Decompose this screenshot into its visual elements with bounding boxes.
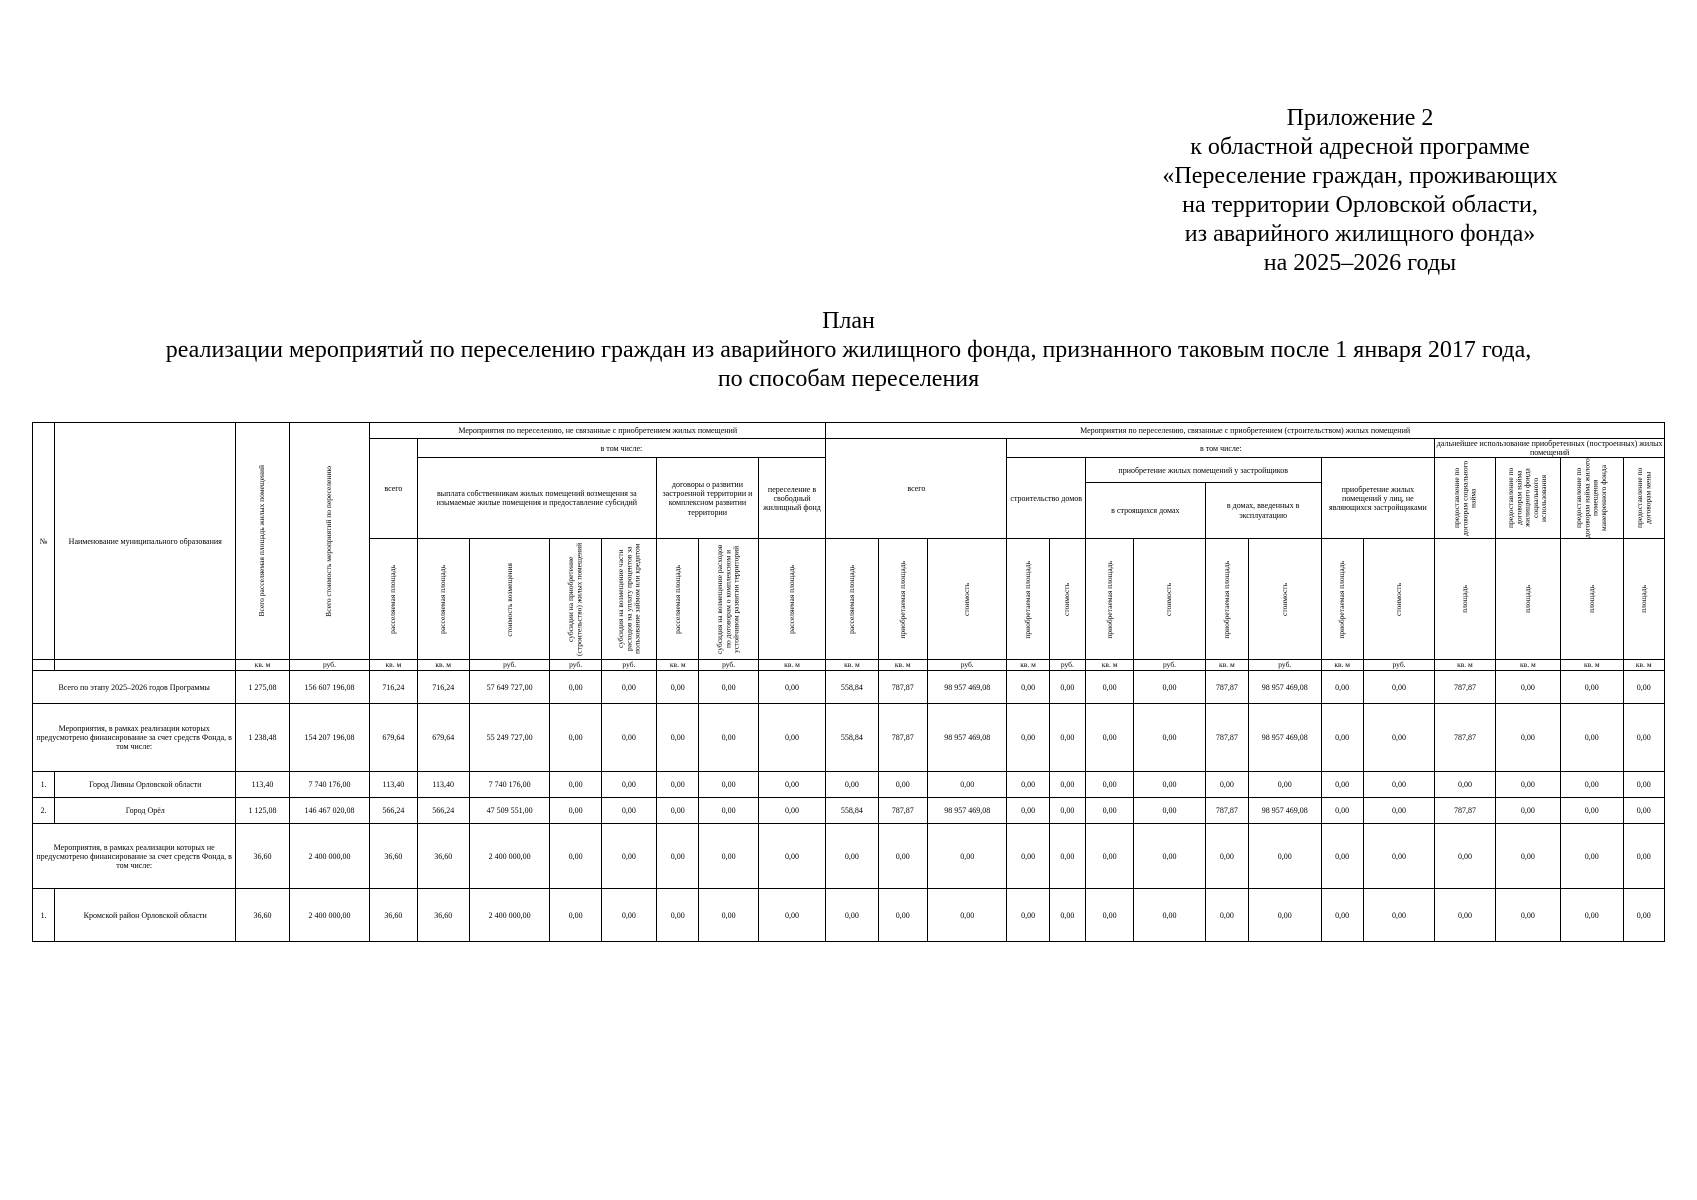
header-text: стоимость: [962, 582, 972, 616]
row-value: 0,00: [927, 889, 1007, 942]
row-value: 0,00: [1321, 671, 1363, 704]
units-cell: кв. м: [417, 660, 469, 671]
row-value: 558,84: [826, 671, 878, 704]
units-cell: руб.: [927, 660, 1007, 671]
row-index: 1.: [33, 889, 55, 942]
row-value: 0,00: [878, 889, 927, 942]
row-value: 0,00: [1495, 889, 1560, 942]
header-text: расселяемая площадь: [672, 564, 682, 634]
row-value: 0,00: [601, 704, 656, 772]
row-value: 787,87: [878, 798, 927, 824]
row-value: 0,00: [1085, 889, 1133, 942]
units-cell: кв. м: [826, 660, 878, 671]
header-total-cost: [289, 423, 370, 660]
table-row: [33, 772, 1665, 798]
header-constr-cost: [1049, 539, 1085, 660]
row-value: 0,00: [550, 889, 601, 942]
row-value: 0,00: [1363, 824, 1434, 889]
row-value: 0,00: [1085, 824, 1133, 889]
units-cell: кв. м: [1007, 660, 1049, 671]
units-cell: кв. м: [1085, 660, 1133, 671]
units-cell: кв. м: [878, 660, 927, 671]
row-value: 558,84: [826, 798, 878, 824]
header-incl-b: в том числе:: [1007, 439, 1435, 458]
header-name: Наименование муниципального образования: [55, 423, 236, 660]
row-value: 0,00: [1623, 798, 1665, 824]
appendix-block: [1100, 104, 1620, 278]
row-value: 98 957 469,08: [1249, 798, 1321, 824]
row-value: 0,00: [1007, 798, 1049, 824]
row-value: 0,00: [1049, 889, 1085, 942]
row-value: 0,00: [1435, 889, 1495, 942]
row-value: 0,00: [657, 671, 699, 704]
row-value: 0,00: [1134, 889, 1205, 942]
row-value: 0,00: [1435, 772, 1495, 798]
row-value: 0,00: [657, 772, 699, 798]
header-fu-exchange-area: [1623, 539, 1665, 660]
row-value: 716,24: [370, 671, 417, 704]
units-cell: кв. м: [370, 660, 417, 671]
row-value: 98 957 469,08: [1249, 704, 1321, 772]
appendix-line: на территории Орловской области,: [1182, 192, 1538, 218]
header-constr-acquired-area: [1007, 539, 1049, 660]
header-text: стоимость: [1062, 582, 1072, 616]
header-a-resettled-area: [370, 539, 417, 660]
row-value: 0,00: [699, 704, 758, 772]
row-value: 0,00: [758, 671, 825, 704]
header-fu-fund-text: предоставление по договорам найма жилищного фонда социального использования: [1506, 468, 1549, 529]
row-value: 0,00: [1134, 671, 1205, 704]
header-vsego-a: всего: [370, 439, 417, 539]
row-value: 1 125,08: [236, 798, 289, 824]
row-value: 113,40: [370, 772, 417, 798]
header-text: площадь: [1522, 585, 1532, 614]
row-value: 0,00: [1085, 671, 1133, 704]
header-in-operation: в домах, введенных в эксплуатацию: [1205, 482, 1321, 539]
header-fu-maneuver: [1561, 458, 1623, 539]
row-value: 0,00: [1623, 772, 1665, 798]
header-total-area: [236, 423, 289, 660]
row-value: 0,00: [1623, 671, 1665, 704]
row-value: 0,00: [1561, 824, 1623, 889]
header-text: приобретаемая площадь: [1221, 560, 1231, 639]
units-cell: руб.: [469, 660, 550, 671]
row-value: 36,60: [417, 889, 469, 942]
header-dev-resettled-area: [657, 539, 699, 660]
table-row: [33, 671, 1665, 704]
row-value: 566,24: [370, 798, 417, 824]
header-fu-social-text: предоставление по договорам социального найма: [1451, 460, 1478, 536]
header-vsego-b: всего: [826, 439, 1007, 539]
header-pay-subsidy-purchase: [550, 539, 601, 660]
units-cell: кв. м: [657, 660, 699, 671]
row-value: 0,00: [1623, 889, 1665, 942]
table-row: [33, 889, 1665, 942]
row-index: 2.: [33, 798, 55, 824]
row-value: 0,00: [1495, 772, 1560, 798]
row-value: 0,00: [1249, 889, 1321, 942]
plan-title: План: [822, 308, 875, 334]
row-value: 0,00: [1321, 889, 1363, 942]
plan-heading: [30, 307, 1667, 394]
row-value: 679,64: [417, 704, 469, 772]
row-value: 716,24: [417, 671, 469, 704]
header-dev-contracts: договоры о развитии застроенной территории и комплексном развитии территории: [657, 458, 759, 539]
row-value: 0,00: [1049, 704, 1085, 772]
header-text: площадь: [1638, 585, 1648, 614]
header-pay-compensation-cost: [469, 539, 550, 660]
header-text: субсидия на возмещение расходов по договорам о комплексном и устойчивом развитии территорий: [715, 544, 741, 655]
units-row: [33, 660, 1665, 671]
row-value: 113,40: [417, 772, 469, 798]
header-fu-social: [1435, 458, 1495, 539]
row-value: 0,00: [1321, 798, 1363, 824]
row-value: 1 238,48: [236, 704, 289, 772]
header-dev-reimburse: [699, 539, 758, 660]
row-value: 0,00: [1007, 772, 1049, 798]
row-value: 0,00: [1623, 824, 1665, 889]
row-value: 0,00: [1561, 889, 1623, 942]
row-value: 0,00: [699, 889, 758, 942]
row-value: 0,00: [1363, 772, 1434, 798]
header-inop-acquired-area: [1205, 539, 1248, 660]
row-value: 0,00: [601, 798, 656, 824]
header-free-fund: переселение в свободный жилищный фонд: [758, 458, 825, 539]
table-row: [33, 704, 1665, 772]
row-value: 0,00: [550, 704, 601, 772]
header-text: приобретаемая площадь: [897, 560, 907, 639]
row-value: 0,00: [1561, 798, 1623, 824]
row-value: 0,00: [1363, 889, 1434, 942]
header-text: приобретаемая площадь: [1337, 560, 1347, 639]
row-value: 0,00: [1321, 704, 1363, 772]
row-value: 0,00: [699, 824, 758, 889]
header-construction: строительство домов: [1007, 458, 1086, 539]
header-text: приобретаемая площадь: [1104, 560, 1114, 639]
row-index: 1.: [33, 772, 55, 798]
row-value: 566,24: [417, 798, 469, 824]
units-cell-blank: [33, 660, 55, 671]
row-value: 98 957 469,08: [927, 798, 1007, 824]
row-value: 0,00: [1363, 704, 1434, 772]
row-value: 0,00: [758, 798, 825, 824]
row-value: 0,00: [699, 798, 758, 824]
row-value: 2 400 000,00: [289, 824, 370, 889]
header-text: приобретаемая площадь: [1022, 560, 1032, 639]
row-value: 0,00: [699, 671, 758, 704]
appendix-line: «Переселение граждан, проживающих: [1162, 163, 1558, 189]
row-value: 558,84: [826, 704, 878, 772]
row-value: 0,00: [601, 772, 656, 798]
header-purchase-dev: приобретение жилых помещений у застройщиков: [1085, 458, 1321, 482]
units-cell: кв. м: [1435, 660, 1495, 671]
row-value: 0,00: [758, 824, 825, 889]
header-pay-resettled-area: [417, 539, 469, 660]
units-cell: руб.: [550, 660, 601, 671]
row-value: 57 649 727,00: [469, 671, 550, 704]
header-purchase-nondev: приобретение жилых помещений у лиц, не являющихся застройщиками: [1321, 458, 1435, 539]
row-value: 0,00: [758, 704, 825, 772]
row-value: 0,00: [927, 824, 1007, 889]
row-value: 0,00: [1363, 671, 1434, 704]
row-value: 0,00: [1561, 772, 1623, 798]
row-value: 787,87: [1205, 798, 1248, 824]
row-value: 0,00: [657, 889, 699, 942]
plan-subtitle-line-1: реализации мероприятий по переселению граждан из аварийного жилищного фонда, признанного таковым после 1 января 2017 года,: [165, 337, 1532, 363]
units-cell: руб.: [1363, 660, 1434, 671]
header-free-resettled-area: [758, 539, 825, 660]
row-value: 98 957 469,08: [1249, 671, 1321, 704]
header-text: субсидия на возмещение части расходов на уплату процентов за пользование займом или кредитом: [615, 544, 642, 655]
appendix-line: к областной адресной программе: [1190, 134, 1530, 160]
units-cell: кв. м: [1623, 660, 1665, 671]
header-b-resettled-area: [826, 539, 878, 660]
units-cell-blank: [55, 660, 236, 671]
header-fu-fund-area: [1495, 539, 1560, 660]
header-text: субсидии на приобретение (строительство) жилых помещений: [566, 542, 584, 656]
row-name: Мероприятия, в рамках реализации которых предусмотрено финансирование за счет средств Фонда, в том числе:: [33, 704, 236, 772]
header-group-purchase: Мероприятия по переселению, связанные с приобретением (строительством) жилых помещений: [826, 423, 1665, 439]
row-value: 787,87: [1435, 798, 1495, 824]
row-value: 2 400 000,00: [469, 889, 550, 942]
units-cell: руб.: [289, 660, 370, 671]
row-value: 787,87: [1435, 704, 1495, 772]
row-value: 679,64: [370, 704, 417, 772]
row-value: 0,00: [1435, 824, 1495, 889]
row-value: 0,00: [1495, 704, 1560, 772]
header-payment: выплата собственникам жилых помещений возмещения за изымаемые жилые помещения и предоставление субсидий: [417, 458, 657, 539]
header-incl-a: в том числе:: [417, 439, 826, 458]
row-value: 36,60: [370, 824, 417, 889]
row-name: Всего по этапу 2025–2026 годов Программы: [33, 671, 236, 704]
header-group-not-purchase: Мероприятия по переселению, не связанные с приобретением жилых помещений: [370, 423, 826, 439]
row-name: Город Ливны Орловской области: [55, 772, 236, 798]
row-value: 0,00: [657, 824, 699, 889]
row-name: Кромской район Орловской области: [55, 889, 236, 942]
header-text: расселяемая площадь: [388, 564, 398, 634]
row-value: 0,00: [1249, 824, 1321, 889]
resettlement-plan-table: [32, 422, 1665, 942]
row-value: 0,00: [1561, 704, 1623, 772]
row-value: 98 957 469,08: [927, 704, 1007, 772]
row-value: 787,87: [878, 704, 927, 772]
row-value: 0,00: [1049, 798, 1085, 824]
header-fu-maneuver-area: [1561, 539, 1623, 660]
row-value: 7 740 176,00: [469, 772, 550, 798]
row-value: 0,00: [1134, 824, 1205, 889]
header-fu-maneuver-text: предоставление по договорам найма жилого помещения маневренного фонда: [1574, 458, 1609, 539]
row-value: 0,00: [826, 772, 878, 798]
row-value: 7 740 176,00: [289, 772, 370, 798]
table-row: [33, 798, 1665, 824]
row-value: 36,60: [417, 824, 469, 889]
row-value: 0,00: [758, 889, 825, 942]
header-further-use: дальнейшее использование приобретенных (построенных) жилых помещений: [1435, 439, 1665, 458]
row-value: 787,87: [1205, 704, 1248, 772]
row-value: 146 467 020,08: [289, 798, 370, 824]
units-cell: кв. м: [1495, 660, 1560, 671]
row-value: 0,00: [927, 772, 1007, 798]
appendix-line: из аварийного жилищного фонда»: [1184, 221, 1536, 247]
row-value: 0,00: [550, 772, 601, 798]
header-b-cost: [927, 539, 1007, 660]
units-cell: кв. м: [1321, 660, 1363, 671]
header-fu-social-area: [1435, 539, 1495, 660]
row-value: 0,00: [601, 889, 656, 942]
units-cell: кв. м: [758, 660, 825, 671]
units-cell: руб.: [699, 660, 758, 671]
header-no: №: [33, 423, 55, 660]
row-value: 787,87: [878, 671, 927, 704]
header-fu-exchange-text: предоставление по договорам мены: [1634, 468, 1652, 529]
row-value: 0,00: [1049, 671, 1085, 704]
row-value: 0,00: [699, 772, 758, 798]
row-value: 36,60: [370, 889, 417, 942]
row-value: 0,00: [1495, 798, 1560, 824]
header-inconstr-acquired-area: [1085, 539, 1133, 660]
header-fu-exchange: [1623, 458, 1665, 539]
row-value: 0,00: [550, 671, 601, 704]
table-row: [33, 824, 1665, 889]
row-value: 0,00: [601, 671, 656, 704]
row-value: 47 509 551,00: [469, 798, 550, 824]
header-text: расселяемая площадь: [438, 564, 448, 634]
row-value: 0,00: [1495, 671, 1560, 704]
row-value: 787,87: [1435, 671, 1495, 704]
row-value: 154 207 196,08: [289, 704, 370, 772]
row-value: 0,00: [601, 824, 656, 889]
row-value: 0,00: [878, 824, 927, 889]
row-value: 0,00: [550, 798, 601, 824]
row-value: 0,00: [1321, 824, 1363, 889]
header-fu-fund: [1495, 458, 1560, 539]
row-value: 0,00: [1249, 772, 1321, 798]
row-value: 0,00: [550, 824, 601, 889]
units-cell: кв. м: [236, 660, 289, 671]
row-value: 1 275,08: [236, 671, 289, 704]
row-value: 0,00: [1134, 798, 1205, 824]
row-value: 0,00: [1085, 704, 1133, 772]
header-text: стоимость: [1393, 582, 1403, 616]
row-value: 0,00: [1007, 671, 1049, 704]
header-text: расселяемая площадь: [786, 564, 796, 634]
row-value: 113,40: [236, 772, 289, 798]
row-value: 0,00: [1134, 772, 1205, 798]
units-cell: руб.: [601, 660, 656, 671]
row-value: 0,00: [1007, 824, 1049, 889]
row-value: 2 400 000,00: [289, 889, 370, 942]
units-cell: руб.: [1049, 660, 1085, 671]
row-value: 0,00: [1205, 824, 1248, 889]
row-value: 2 400 000,00: [469, 824, 550, 889]
header-text: расселяемая площадь: [846, 564, 856, 634]
row-value: 0,00: [1363, 798, 1434, 824]
header-text: площадь: [1459, 585, 1469, 614]
row-value: 0,00: [826, 889, 878, 942]
row-value: 156 607 196,08: [289, 671, 370, 704]
row-name: Мероприятия, в рамках реализации которых не предусмотрено финансирование за счет средств Фонда, в том числе:: [33, 824, 236, 889]
appendix-line: Приложение 2: [1286, 105, 1434, 131]
row-value: 0,00: [657, 704, 699, 772]
plan-subtitle-line-2: по способам переселения: [717, 366, 980, 392]
header-nondev-cost: [1363, 539, 1434, 660]
row-value: 0,00: [1623, 704, 1665, 772]
row-value: 0,00: [1085, 798, 1133, 824]
header-text: стоимость возмещения: [504, 562, 514, 637]
header-nondev-acquired-area: [1321, 539, 1363, 660]
row-value: 0,00: [1085, 772, 1133, 798]
header-total-area-text: Всего расселяемая площадь жилых помещений: [257, 465, 267, 617]
row-value: 36,60: [236, 824, 289, 889]
units-cell: руб.: [1134, 660, 1205, 671]
row-value: 36,60: [236, 889, 289, 942]
row-value: 0,00: [1134, 704, 1205, 772]
row-value: 0,00: [657, 798, 699, 824]
header-text: площадь: [1586, 585, 1596, 614]
header-b-acquired-area: [878, 539, 927, 660]
row-value: 0,00: [1007, 704, 1049, 772]
units-cell: кв. м: [1205, 660, 1248, 671]
header-total-cost-text: Всего стоимость мероприятий по переселению: [324, 465, 334, 617]
row-value: 0,00: [1049, 772, 1085, 798]
row-value: 0,00: [1561, 671, 1623, 704]
table-body: [33, 671, 1665, 942]
row-value: 55 249 727,00: [469, 704, 550, 772]
header-inconstr-cost: [1134, 539, 1205, 660]
row-name: Город Орёл: [55, 798, 236, 824]
header-pay-subsidy-interest: [601, 539, 656, 660]
header-in-construction: в строящихся домах: [1085, 482, 1205, 539]
row-value: 0,00: [1495, 824, 1560, 889]
units-cell: кв. м: [1561, 660, 1623, 671]
header-text: стоимость: [1164, 582, 1174, 616]
row-value: 0,00: [1321, 772, 1363, 798]
row-value: 0,00: [1205, 889, 1248, 942]
units-cell: руб.: [1249, 660, 1321, 671]
row-value: 0,00: [878, 772, 927, 798]
row-value: 0,00: [758, 772, 825, 798]
row-value: 0,00: [1007, 889, 1049, 942]
row-value: 0,00: [1205, 772, 1248, 798]
row-value: 98 957 469,08: [927, 671, 1007, 704]
row-value: 787,87: [1205, 671, 1248, 704]
row-value: 0,00: [1049, 824, 1085, 889]
header-inop-cost: [1249, 539, 1321, 660]
appendix-line: на 2025–2026 годы: [1263, 250, 1457, 276]
header-text: стоимость: [1279, 582, 1289, 616]
row-value: 0,00: [826, 824, 878, 889]
